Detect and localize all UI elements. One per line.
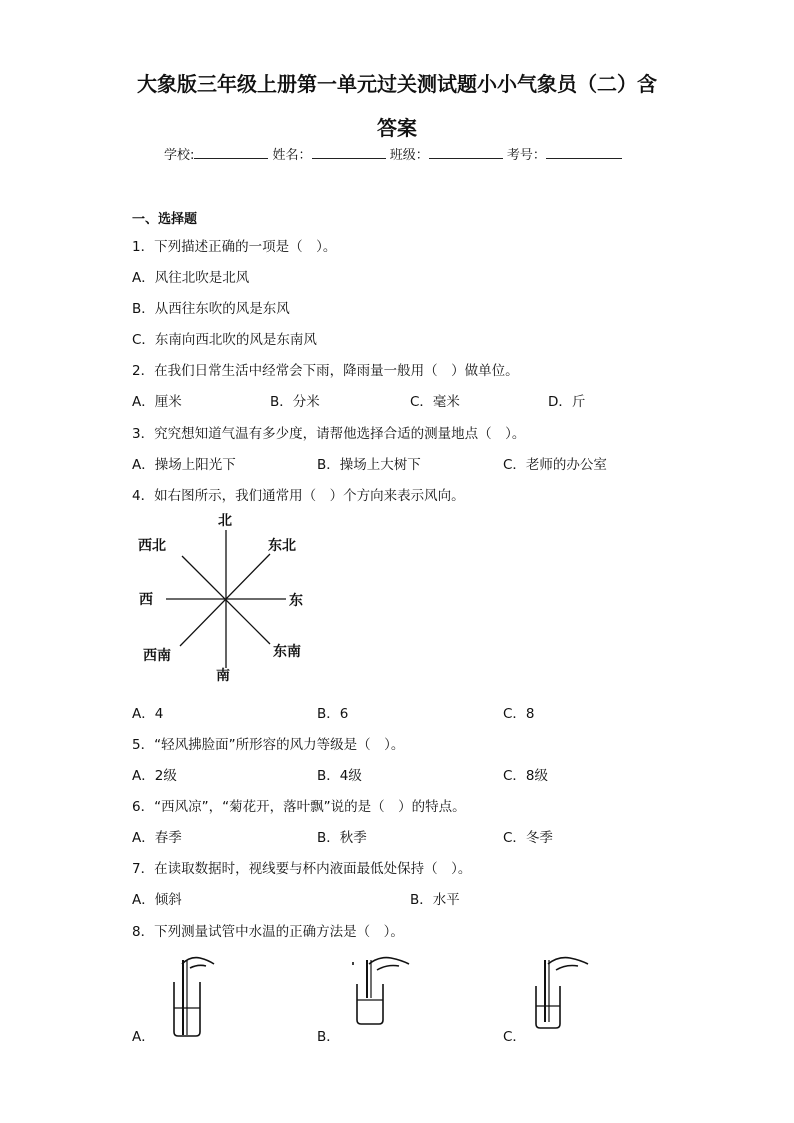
q8-option-a[interactable]: A． xyxy=(132,1029,155,1045)
q2-option-a[interactable]: A．厘米 xyxy=(132,394,182,410)
question-1: 1．下列描述正确的一项是（ ）。 xyxy=(132,239,337,255)
q6-option-b[interactable]: B．秋季 xyxy=(317,830,367,846)
name-label: 姓名： xyxy=(272,148,312,163)
q5-option-a[interactable]: A．2级 xyxy=(132,768,177,784)
name-field[interactable] xyxy=(312,144,386,159)
label-northeast: 东北 xyxy=(268,538,296,554)
thermometer-option-b-image xyxy=(345,950,425,1030)
q2-option-c[interactable]: C．毫米 xyxy=(410,394,460,410)
label-northwest: 西北 xyxy=(138,538,166,554)
label-west: 西 xyxy=(139,592,153,608)
school-field[interactable] xyxy=(194,144,268,159)
label-southwest: 西南 xyxy=(143,648,171,664)
q4-option-b[interactable]: B．6 xyxy=(317,706,349,722)
q3-option-b[interactable]: B．操场上大树下 xyxy=(317,457,421,473)
section-heading: 一、选择题 xyxy=(132,212,198,227)
q8-option-b[interactable]: B． xyxy=(317,1029,340,1045)
q7-option-b[interactable]: B．水平 xyxy=(410,892,460,908)
school-label: 学校: xyxy=(164,148,195,163)
question-7: 7．在读取数据时，视线要与杯内液面最低处保持（ ）。 xyxy=(132,861,472,877)
q2-option-b[interactable]: B．分米 xyxy=(270,394,320,410)
label-east: 东 xyxy=(289,593,303,609)
q2-option-d[interactable]: D．斤 xyxy=(548,394,586,410)
q5-option-b[interactable]: B．4级 xyxy=(317,768,362,784)
q1-option-b[interactable]: B．从西往东吹的风是东风 xyxy=(132,301,290,317)
question-5: 5．“轻风拂脸面”所形容的风力等级是（ ）。 xyxy=(132,737,405,753)
number-label: 考号： xyxy=(506,148,546,163)
q3-option-c[interactable]: C．老师的办公室 xyxy=(503,457,607,473)
q7-option-a[interactable]: A．倾斜 xyxy=(132,892,182,908)
thermometer-option-c-image xyxy=(528,950,608,1034)
page-title-continued: 答案 xyxy=(377,116,417,140)
question-8: 8．下列测量试管中水温的正确方法是（ ）。 xyxy=(132,924,404,940)
number-field[interactable] xyxy=(546,144,622,159)
q1-option-c[interactable]: C．东南向西北吹的风是东南风 xyxy=(132,332,317,348)
class-label: 班级： xyxy=(389,148,429,163)
q5-option-c[interactable]: C．8级 xyxy=(503,768,549,784)
class-field[interactable] xyxy=(429,144,503,159)
page-title: 大象版三年级上册第一单元过关测试题小小气象员（二）含 xyxy=(137,72,657,96)
label-southeast: 东南 xyxy=(273,644,301,660)
q3-option-a[interactable]: A．操场上阳光下 xyxy=(132,457,236,473)
student-info-line xyxy=(164,144,622,163)
q8-option-c[interactable]: C． xyxy=(503,1029,526,1045)
question-2: 2．在我们日常生活中经常会下雨，降雨量一般用（ ）做单位。 xyxy=(132,363,519,379)
question-3: 3．究究想知道气温有多少度，请帮他选择合适的测量地点（ ）。 xyxy=(132,426,526,442)
q1-option-a[interactable]: A．风往北吹是北风 xyxy=(132,270,250,286)
compass-diagram xyxy=(132,508,322,688)
question-4: 4．如右图所示，我们通常用（ ）个方向来表示风向。 xyxy=(132,488,465,504)
q6-option-a[interactable]: A．春季 xyxy=(132,830,182,846)
q6-option-c[interactable]: C．冬季 xyxy=(503,830,553,846)
q4-option-a[interactable]: A．4 xyxy=(132,706,164,722)
q4-option-c[interactable]: C．8 xyxy=(503,706,535,722)
question-6: 6．“西风凉”，“菊花开，落叶飘”说的是（ ）的特点。 xyxy=(132,799,466,815)
thermometer-option-a-image xyxy=(160,950,230,1040)
label-south: 南 xyxy=(216,668,230,684)
label-north: 北 xyxy=(218,513,232,529)
